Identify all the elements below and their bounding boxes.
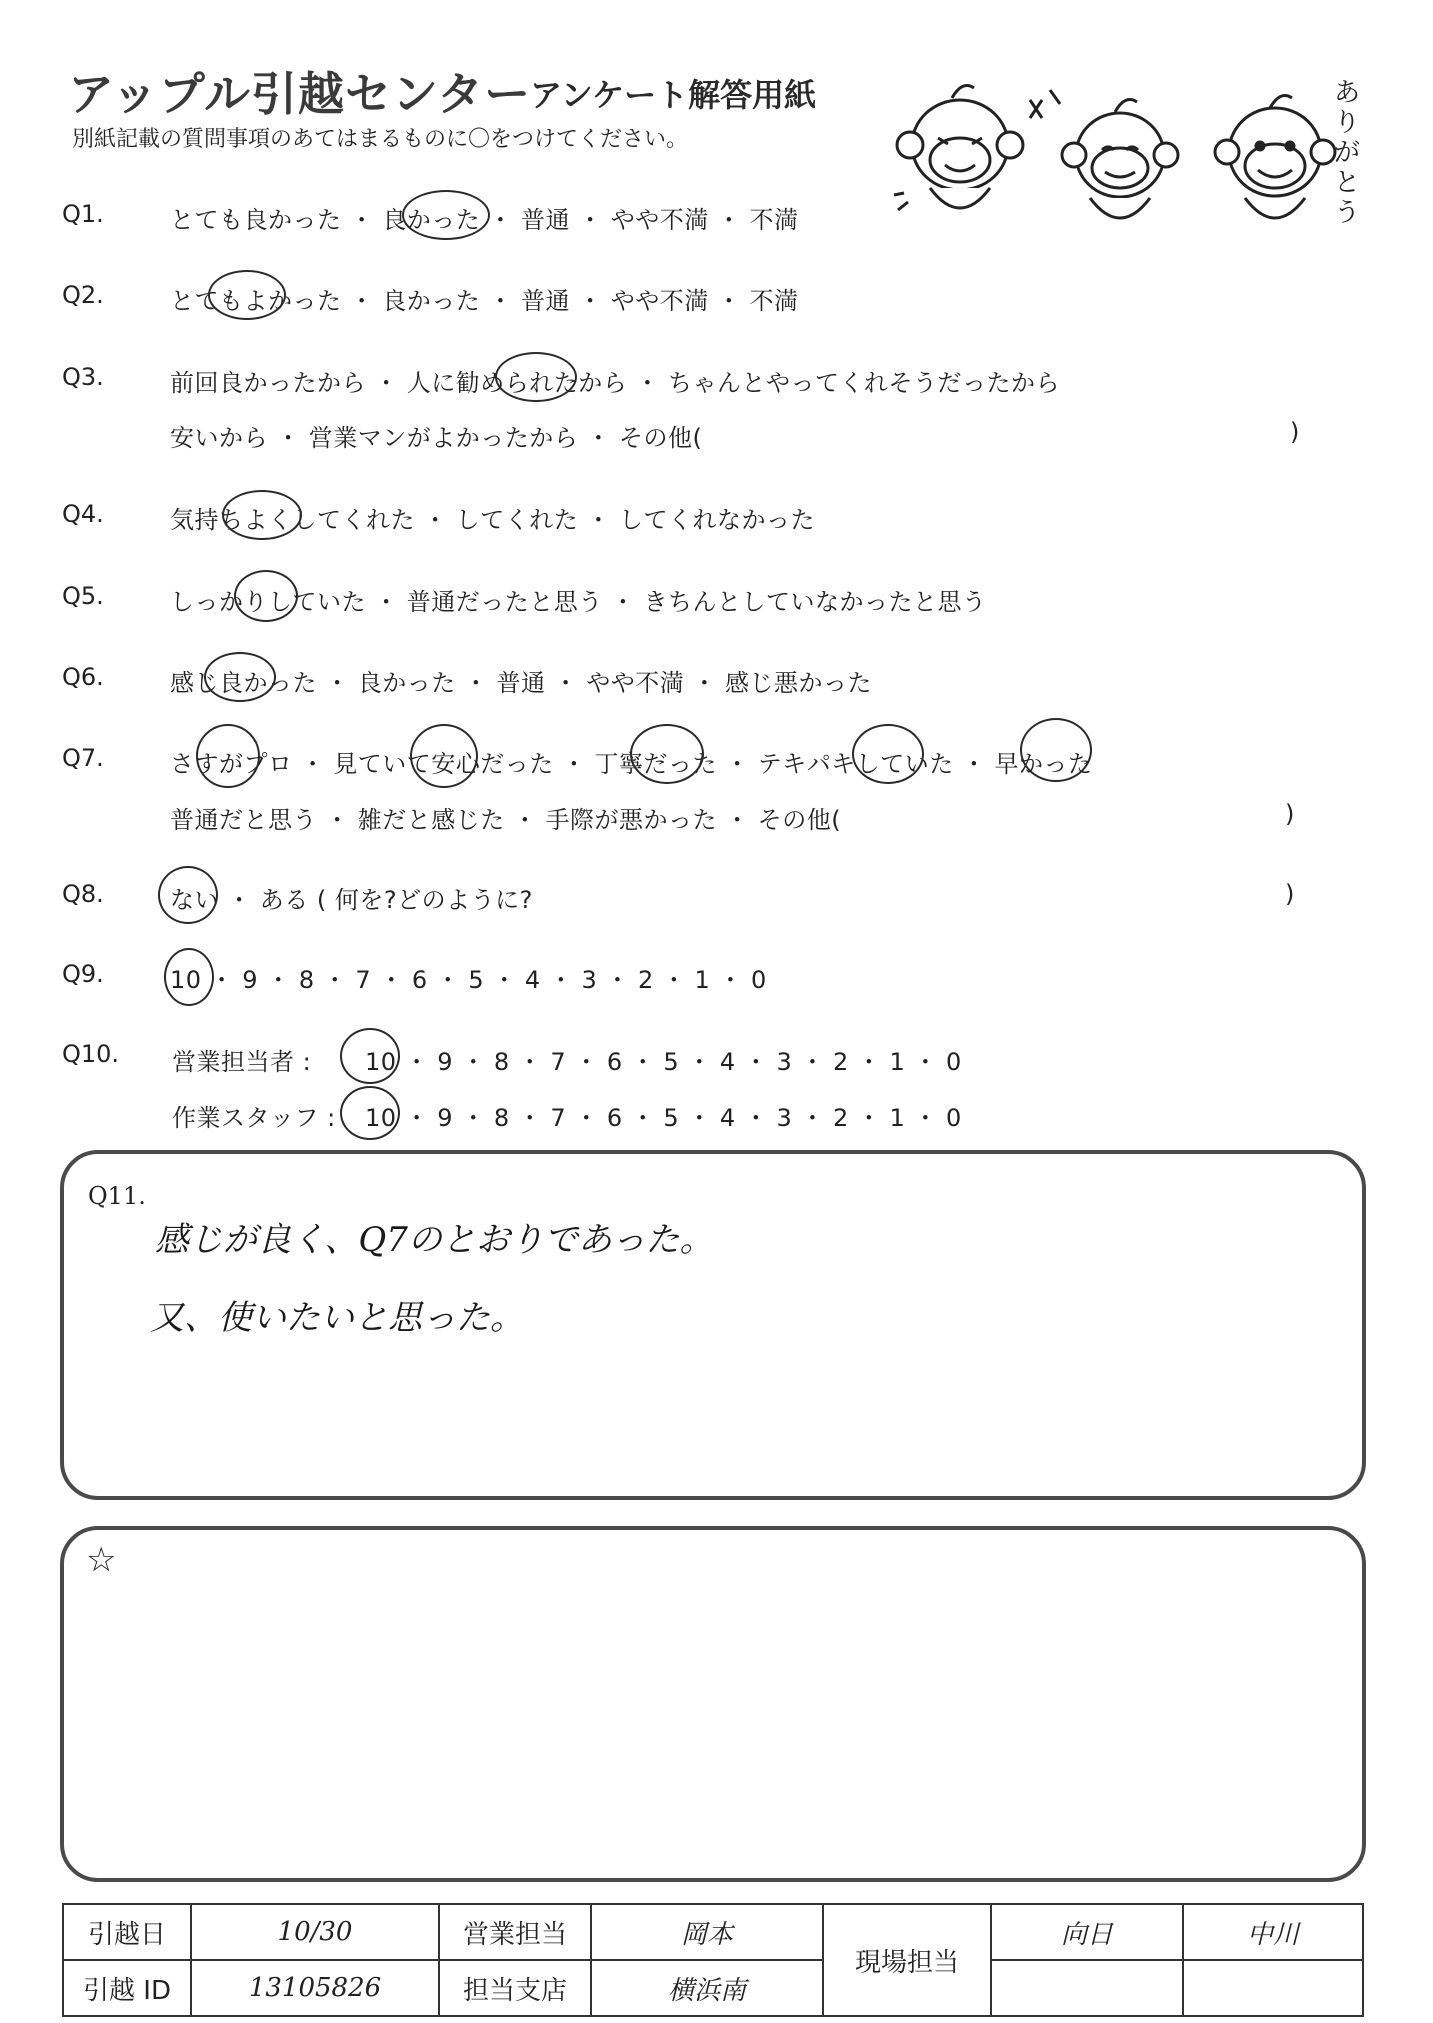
q7-selection-mark-1 (196, 724, 260, 788)
q7-label: Q7. (62, 744, 104, 772)
q7-options-line2: 普通だと思う ・ 雑だと感じた ・ 手際が悪かった ・ その他( (170, 806, 842, 834)
q1-selection-mark (402, 190, 490, 240)
q4-options: 気持ちよくしてくれた ・ してくれた ・ してくれなかった (170, 506, 816, 534)
q7-selection-mark-2 (410, 724, 478, 788)
q2-label: Q2. (62, 281, 104, 309)
company-title: アップル引越センター (68, 67, 532, 121)
moving-id-label: 引越 ID (63, 1960, 191, 2016)
q1-label: Q1. (62, 200, 104, 228)
q1-options: とても良かった ・ 良かった ・ 普通 ・ やや不満 ・ 不満 (170, 206, 799, 234)
site-rep-value-1: 向日 (991, 1904, 1183, 1960)
q10-sales-scale: 10 ・ 9 ・ 8 ・ 7 ・ 6 ・ 5 ・ 4 ・ 3 ・ 2 ・ 1 ・ 0 (365, 1048, 962, 1076)
sales-rep-label: 営業担当 (439, 1904, 591, 1960)
q8-options: ない ・ ある ( 何を?どのように? (170, 886, 533, 914)
q7-paren-close: ) (1285, 800, 1295, 828)
q2-options: とてもよかった ・ 良かった ・ 普通 ・ やや不満 ・ 不満 (170, 287, 799, 315)
q5-selection-mark (234, 570, 298, 622)
instruction-text: 別紙記載の質問事項のあてはまるものに〇をつけてください。 (72, 127, 689, 152)
q9-label: Q9. (62, 960, 104, 988)
q7-selection-mark-4 (852, 724, 924, 784)
q4-label: Q4. (62, 500, 104, 528)
form-subtitle: アンケート解答用紙 (530, 76, 817, 114)
moving-id-value: 13105826 (191, 1960, 439, 2016)
q9-scale: 10 ・ 9 ・ 8 ・ 7 ・ 6 ・ 5 ・ 4 ・ 3 ・ 2 ・ 1 ・ 0 (170, 966, 767, 994)
q4-selection-mark (222, 490, 302, 540)
q8-label: Q8. (62, 880, 104, 908)
q7-selection-mark-3 (630, 724, 704, 784)
q3-label: Q3. (62, 363, 104, 391)
moving-date-value: 10/30 (191, 1904, 439, 1960)
q6-selection-mark (204, 652, 276, 702)
q2-selection-mark (208, 270, 286, 320)
q10-staff-scale: 10 ・ 9 ・ 8 ・ 7 ・ 6 ・ 5 ・ 4 ・ 3 ・ 2 ・ 1 ・ 0 (365, 1104, 962, 1132)
q10-sales-label: 営業担当者 : (172, 1048, 312, 1076)
star-icon: ☆ (86, 1540, 117, 1580)
site-rep-empty-1 (991, 1960, 1183, 2016)
q8-paren-close: ) (1285, 880, 1295, 908)
q7-options-line1: さすがプロ ・ 見ていて安心だった ・ 丁寧だった ・ テキパキしていた ・ 早かった (170, 750, 1093, 778)
star-comment-box (60, 1526, 1366, 1882)
q11-answer-line2: 又、使いたいと思った。 (150, 1298, 524, 1338)
q11-answer-line1: 感じが良く、Q7のとおりであった。 (155, 1220, 714, 1260)
q10-label: Q10. (62, 1040, 120, 1068)
moving-date-label: 引越日 (63, 1904, 191, 1960)
q6-label: Q6. (62, 663, 104, 691)
q8-selection-mark (158, 866, 218, 924)
thanks-vertical-text: ありがとう (1333, 78, 1360, 228)
q10-staff-selection-mark (340, 1086, 400, 1140)
sales-rep-value: 岡本 (591, 1904, 823, 1960)
q9-selection-mark (164, 948, 214, 1006)
q11-label: Q11. (88, 1182, 146, 1210)
q3-options-line2: 安いから ・ 営業マンがよかったから ・ その他( (170, 424, 703, 452)
q5-options: しっかりしていた ・ 普通だったと思う ・ きちんとしていなかったと思う (170, 588, 987, 616)
q10-staff-label: 作業スタッフ : (172, 1104, 336, 1132)
q6-options: 感じ良かった ・ 良かった ・ 普通 ・ やや不満 ・ 感じ悪かった (170, 669, 873, 697)
q7-selection-mark-5 (1020, 718, 1092, 782)
footer-info-table (62, 1903, 1364, 2017)
site-rep-label: 現場担当 (823, 1904, 991, 2016)
q3-paren-close: ) (1290, 418, 1300, 446)
branch-value: 横浜南 (591, 1960, 823, 2016)
q3-options-line1: 前回良かったから ・ 人に勧められたから ・ ちゃんとやってくれそうだったから (170, 369, 1061, 397)
q10-sales-selection-mark (340, 1028, 400, 1084)
site-rep-value-2: 中川 (1183, 1904, 1363, 1960)
q3-selection-mark (495, 352, 577, 402)
branch-label: 担当支店 (439, 1960, 591, 2016)
site-rep-empty-2 (1183, 1960, 1363, 2016)
q5-label: Q5. (62, 582, 104, 610)
